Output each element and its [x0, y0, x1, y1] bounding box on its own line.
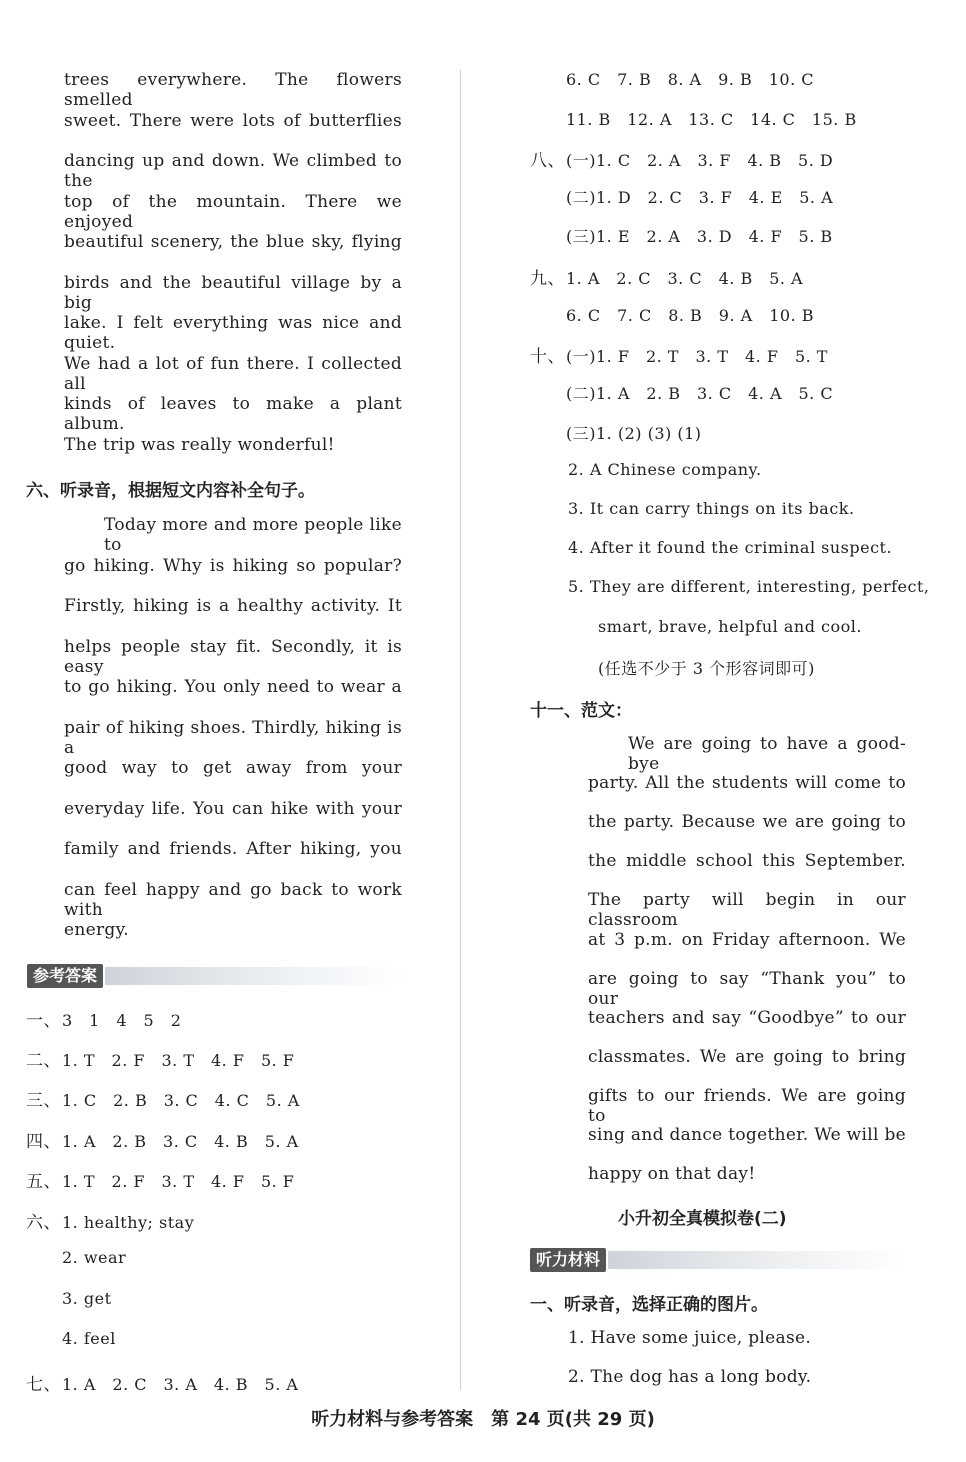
answer-row: [568, 577, 930, 596]
answer-row: [26, 1167, 294, 1192]
answer-text: 3 1 4 5 2: [62, 1011, 182, 1030]
column-divider: [460, 70, 461, 1390]
text-line: classmates. We are going to bring: [588, 1046, 906, 1067]
answer-row: [566, 107, 857, 130]
answer-text: 3. It can carry things on its back.: [568, 499, 855, 518]
text-line: happy on that day!: [588, 1164, 756, 1185]
section-1-heading: 一、听录音，选择正确的图片。: [530, 1295, 768, 1315]
listening-material-tag: [530, 1248, 908, 1272]
tag-decoration-bar: [105, 967, 405, 985]
text-line: We are going to have a good-bye: [628, 734, 906, 774]
answer-text: 6. C 7. B 8. A 9. B 10. C: [566, 70, 814, 89]
section-number: 七、: [26, 1375, 61, 1395]
text-line: trees everywhere. The flowers smelled: [64, 70, 402, 110]
answer-row: [530, 146, 833, 171]
answer-row: [568, 460, 762, 479]
answer-text: (一)1. C 2. A 3. F 4. B 5. D: [566, 151, 834, 170]
section-number: 一、: [26, 1011, 61, 1031]
answer-row: [26, 1289, 112, 1308]
listening-material-label: 听力材料: [530, 1248, 606, 1272]
answer-row: [566, 303, 814, 326]
text-line: at 3 p.m. on Friday afternoon. We: [588, 929, 906, 950]
answer-text: 1. C 2. B 3. C 4. C 5. A: [62, 1091, 300, 1110]
text-line: to go hiking. You only need to wear a: [64, 677, 402, 697]
answer-text: 1. T 2. F 3. T 4. F 5. F: [62, 1172, 295, 1191]
text-line: The party will begin in our classroom: [588, 890, 906, 931]
answer-row: [568, 499, 855, 518]
answer-row: [26, 1006, 181, 1031]
section-11-heading: 十一、范文：: [530, 701, 632, 721]
answer-text: 2. wear: [62, 1248, 127, 1267]
section-number: 五、: [26, 1172, 61, 1192]
text-line: gifts to our friends. We are going to: [588, 1085, 906, 1126]
answer-row: [566, 421, 702, 444]
answer-text: (三)1. (2) (3) (1): [566, 424, 702, 443]
text-line: beautiful scenery, the blue sky, flying: [64, 232, 402, 252]
answer-text: 3. get: [62, 1289, 112, 1308]
answer-row: [530, 342, 828, 367]
text-line: sing and dance together. We will be: [588, 1125, 906, 1145]
answer-row: [26, 1329, 116, 1348]
answer-text: 1. T 2. F 3. T 4. F 5. F: [62, 1051, 295, 1070]
exam-title: 小升初全真模拟卷(二): [618, 1209, 787, 1229]
page-footer: 听力材料与参考答案 第 24 页(共 29 页): [311, 1409, 655, 1430]
text-line: kinds of leaves to make a plant album.: [64, 394, 402, 434]
answer-row: [568, 538, 892, 557]
text-line: family and friends. After hiking, you: [64, 839, 402, 859]
text-line: helps people stay fit. Secondly, it is easy: [64, 636, 402, 677]
text-line: lake. I felt everything was nice and quiet.: [64, 313, 402, 353]
text-line: teachers and say “Goodbye” to our: [588, 1007, 906, 1028]
section-6-heading: 六、听录音，根据短文内容补全句子。: [26, 481, 315, 501]
answer-text: (一)1. F 2. T 3. T 4. F 5. T: [566, 347, 828, 366]
tag-decoration-bar: [608, 1251, 908, 1269]
answer-row: [26, 1208, 194, 1233]
text-line: Today more and more people like to: [104, 515, 402, 555]
text-line: We had a lot of fun there. I collected all: [64, 353, 402, 394]
section-number: 三、: [26, 1091, 61, 1111]
text-line: energy.: [64, 920, 129, 940]
answer-row: [26, 1086, 300, 1111]
answer-row: [26, 1127, 299, 1152]
text-line: good way to get away from your: [64, 758, 402, 778]
text-line: top of the mountain. There we enjoyed: [64, 191, 402, 232]
answer-text: 1. A 2. C 3. C 4. B 5. A: [566, 269, 804, 288]
answer-text: 5. They are different, interesting, perfect,: [568, 577, 930, 596]
answer-text: 1. healthy; stay: [62, 1213, 195, 1232]
answer-row: [530, 264, 803, 289]
text-line: are going to say “Thank you” to our: [588, 968, 906, 1009]
answer-text: 4. After it found the criminal suspect.: [568, 538, 893, 557]
section-number: 二、: [26, 1051, 61, 1071]
answer-text: smart, brave, helpful and cool.: [598, 617, 862, 636]
answer-row: [566, 67, 814, 90]
answer-text: (任选不少于 3 个形容词即可): [598, 659, 815, 678]
section-number: 九、: [530, 269, 565, 289]
answer-text: 1. A 2. C 3. A 4. B 5. A: [62, 1375, 299, 1394]
text-line: pair of hiking shoes. Thirdly, hiking is a: [64, 717, 402, 758]
listening-item: 2. The dog has a long body.: [568, 1367, 812, 1387]
answer-row: [566, 381, 833, 404]
text-line: dancing up and down. We climbed to the: [64, 151, 402, 191]
text-line: birds and the beautiful village by a big: [64, 272, 402, 313]
text-line: everyday life. You can hike with your: [64, 798, 402, 819]
answer-key-tag: [27, 964, 405, 988]
section-number: 四、: [26, 1132, 61, 1152]
text-line: party. All the students will come to: [588, 773, 906, 794]
answer-row: [598, 617, 862, 636]
text-line: the middle school this September.: [588, 851, 906, 872]
answer-text: 11. B 12. A 13. C 14. C 15. B: [566, 110, 857, 129]
text-line: the party. Because we are going to: [588, 812, 906, 833]
answer-row: [26, 1370, 298, 1395]
answer-row: [598, 656, 815, 679]
section-number: 六、: [26, 1213, 61, 1233]
answer-text: (二)1. D 2. C 3. F 4. E 5. A: [566, 188, 834, 207]
text-line: go hiking. Why is hiking so popular?: [64, 555, 402, 576]
answer-text: (三)1. E 2. A 3. D 4. F 5. B: [566, 227, 833, 246]
answer-key-label: 参考答案: [27, 964, 103, 988]
answer-text: (二)1. A 2. B 3. C 4. A 5. C: [566, 384, 834, 403]
text-line: The trip was really wonderful!: [64, 434, 335, 455]
answer-row: [26, 1248, 126, 1267]
answer-text: 1. A 2. B 3. C 4. B 5. A: [62, 1132, 299, 1151]
listening-item: 1. Have some juice, please.: [568, 1328, 812, 1348]
answer-row: [26, 1046, 294, 1071]
text-line: Firstly, hiking is a healthy activity. It: [64, 596, 402, 616]
answer-row: [566, 185, 833, 208]
text-line: sweet. There were lots of butterflies: [64, 110, 402, 131]
answer-text: 2. A Chinese company.: [568, 460, 762, 479]
answer-text: 4. feel: [62, 1329, 116, 1348]
text-line: can feel happy and go back to work with: [64, 879, 402, 920]
section-number: 十、: [530, 347, 565, 367]
section-number: 八、: [530, 151, 565, 171]
answer-row: [566, 224, 833, 247]
answer-text: 6. C 7. C 8. B 9. A 10. B: [566, 306, 814, 325]
